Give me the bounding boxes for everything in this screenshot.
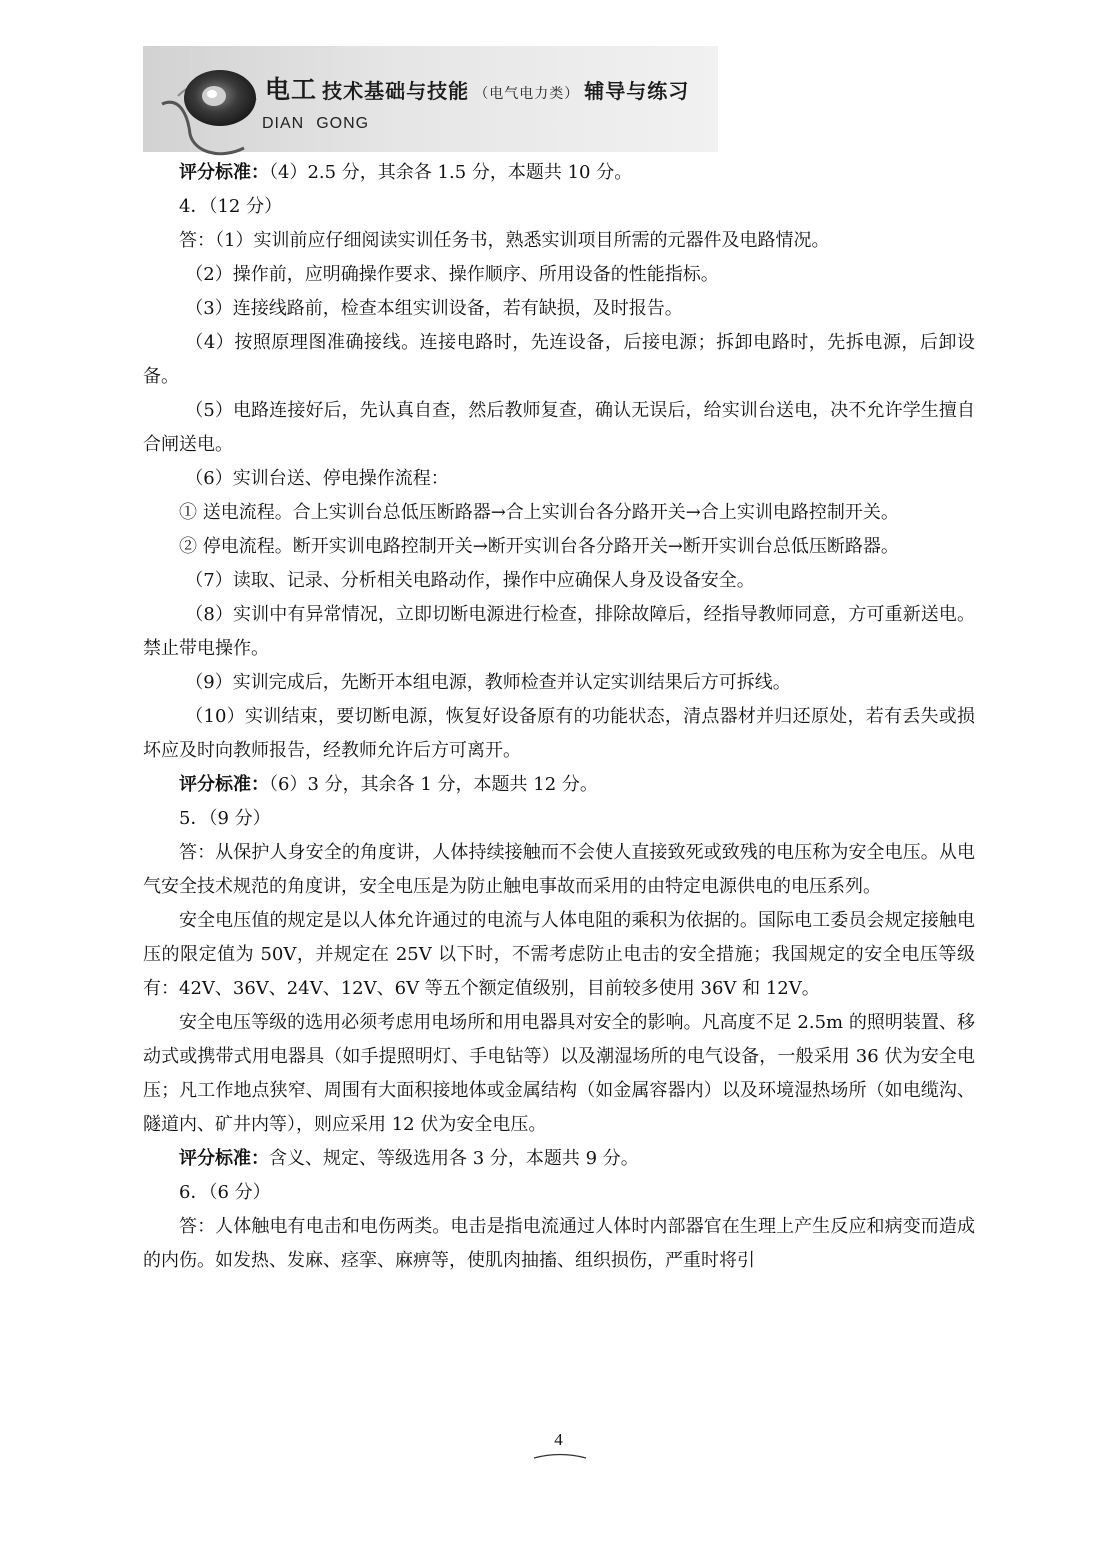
page-body: [143, 156, 975, 1278]
answer-q4-item: （8）实训中有异常情况，立即切断电源进行检查，排除故障后，经指导教师同意，方可重新送电。禁止带电操作。: [143, 604, 975, 659]
answer-q4-item: （3）连接线路前，检查本组实训设备，若有缺损，及时报告。: [185, 298, 683, 319]
book-subtitle: [262, 115, 369, 133]
scoring-standard-text: （6）3 分，其余各 1 分，本题共 12 分。: [269, 774, 598, 795]
book-subtitle-word: GONG: [316, 115, 370, 132]
scoring-standard-label: 评分标准：: [179, 774, 269, 795]
page-number-rule: [533, 1452, 587, 1460]
book-title-tail: 辅导与练习: [584, 79, 690, 103]
scoring-standard-q4: [143, 768, 975, 802]
book-title: [265, 70, 689, 106]
scoring-standard-text: （4）2.5 分，其余各 1.5 分，本题共 10 分。: [269, 162, 633, 183]
scoring-standard-label: 评分标准：: [179, 162, 269, 183]
book-subtitle-word: DIAN: [262, 115, 305, 132]
answer-q4-line-1: 答：（1）实训前应仔细阅读实训任务书，熟悉实训项目所需的元器件及电路情况。: [179, 230, 830, 251]
answer-q4-item: （7）读取、记录、分析相关电路动作，操作中应确保人身及设备安全。: [185, 570, 755, 591]
answer-q4-item: （4）按照原理图准确接线。连接电路时，先连设备，后接电源；拆卸电路时，先拆电源，后卸设备。: [143, 332, 975, 387]
answer-q4-item: （10）实训结束，要切断电源，恢复好设备原有的功能状态，清点器材并归还原处，若有丢失或损坏应及时向教师报告，经教师允许后方可离开。: [143, 706, 975, 761]
answer-q5-paragraph: 答：从保护人身安全的角度讲，人体持续接触而不会使人直接致死或致残的电压称为安全电压。从电气安全技术规范的角度讲，安全电压是为防止触电事故而采用的由特定电源供电的电压系列。: [143, 842, 975, 897]
answer-q4-item: （2）操作前，应明确操作要求、操作顺序、所用设备的性能指标。: [185, 264, 719, 285]
scoring-standard-q5: [143, 1142, 975, 1176]
answer-q6-paragraph: 答：人体触电有电击和电伤两类。电击是指电流通过人体时内部器官在生理上产生反应和病变而造成的内伤。如发热、发麻、痉挛、麻痹等，使肌肉抽搐、组织损伤，严重时将引: [143, 1216, 975, 1271]
answer-q4-item: ② 停电流程。断开实训电路控制开关→断开实训台各分路开关→断开实训台总低压断路器。: [179, 536, 899, 557]
scoring-standard-q3: [143, 156, 975, 190]
answer-q4-item: （9）实训完成后，先断开本组电源，教师检查并认定实训结果后方可拆线。: [185, 672, 791, 693]
answer-q4-item: （6）实训台送、停电操作流程：: [185, 468, 449, 489]
question-heading-6: 6．（6 分）: [179, 1182, 271, 1203]
page-number: 4: [554, 1430, 563, 1449]
book-title-paren: （电气电力类）: [474, 86, 580, 102]
scoring-standard-label: 评分标准：: [179, 1148, 269, 1169]
answer-q5-paragraph: 安全电压值的规定是以人体允许通过的电流与人体电阻的乘积为依据的。国际电工委员会规定接触电压的限定值为 50V，并规定在 25V 以下时，不需考虑防止电击的安全措施；我国规定的安全电压等级有：42V、36V、24V、12V、6V 等五个额定值级别，目前较多使用 36V 和 12V。: [143, 910, 975, 999]
answer-q4-item: ① 送电流程。合上实训台总低压断路器→合上实训台各分路开关→合上实训电路控制开关。: [179, 502, 899, 523]
book-logo-icon: [160, 56, 270, 166]
book-title-mid: 技术基础与技能: [322, 79, 470, 103]
answer-q4-item: （5）电路连接好后，先认真自查，然后教师复查，确认无误后，给实训台送电，决不允许学生擅自合闸送电。: [143, 400, 975, 455]
question-heading-4: 4．（12 分）: [179, 196, 283, 217]
answer-q5-paragraph: 安全电压等级的选用必须考虑用电场所和用电器具对安全的影响。凡高度不足 2.5m 的照明装置、移动式或携带式用电器具（如手提照明灯、手电钻等）以及潮湿场所的电气设备，一般采用 36 伏为安全电压；凡工作地点狭窄、周围有大面积接地体或金属结构（如金属容器内）以及环境湿热场所（如电缆沟、隧道内、矿井内等），则应采用 12 伏为安全电压。: [143, 1012, 975, 1135]
scoring-standard-text: 含义、规定、等级选用各 3 分，本题共 9 分。: [269, 1148, 639, 1169]
book-title-main: 电工: [265, 75, 318, 104]
question-heading-5: 5．（9 分）: [179, 808, 271, 829]
